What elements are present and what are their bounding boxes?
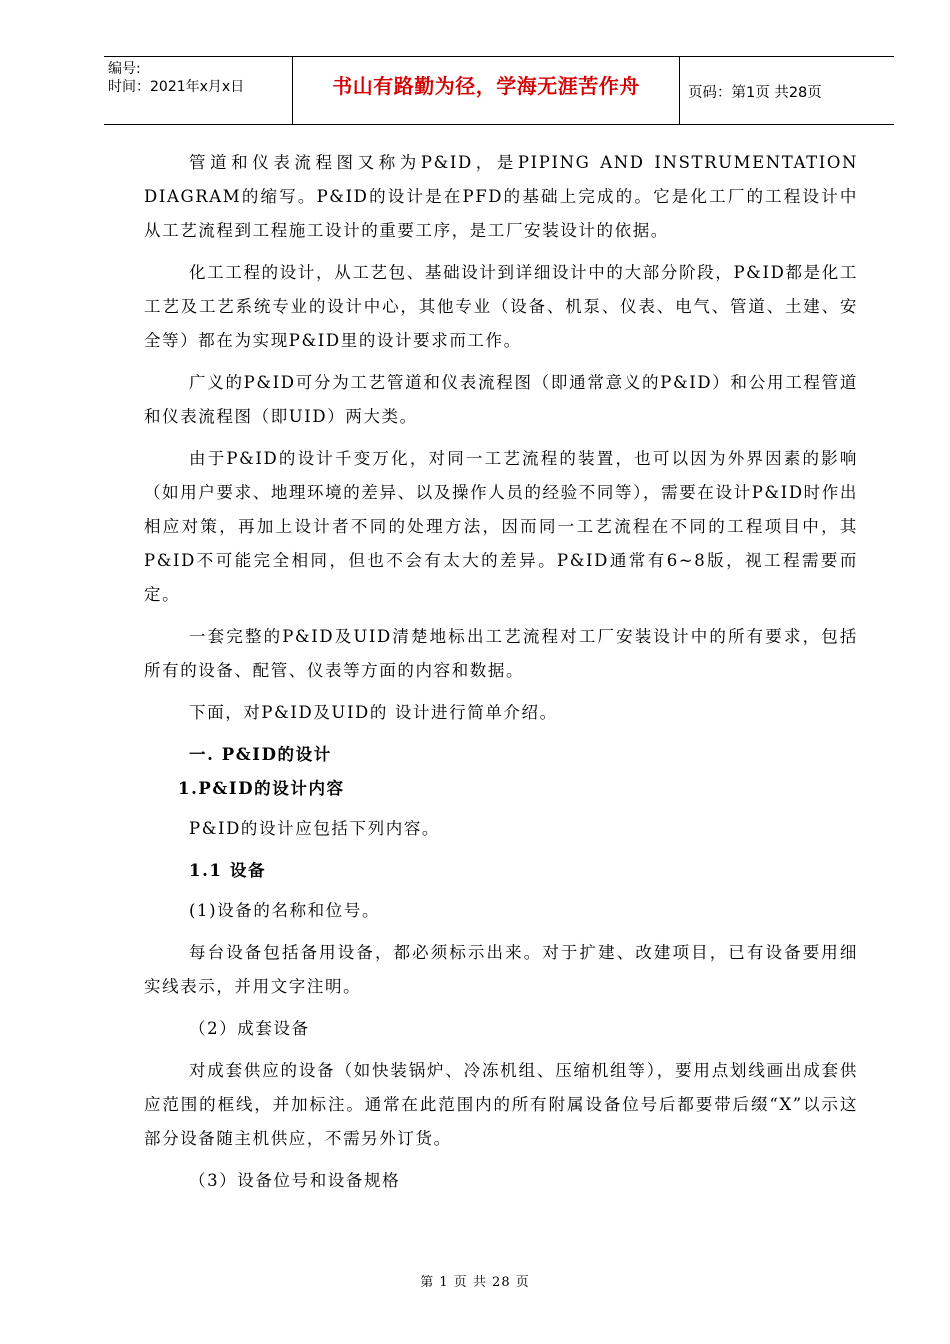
header-top-rule — [104, 56, 894, 57]
list-item-equipment-name: (1)设备的名称和位号。 — [189, 901, 381, 920]
document-number-label: 编号: — [108, 61, 141, 77]
paragraph-overview: 下面，对P&ID及UID的 设计进行简单介绍。 — [189, 703, 558, 722]
header-divider-left — [292, 57, 293, 124]
header-motto: 书山有路勤为径，学海无涯苦作舟 — [332, 74, 640, 98]
header-page-info: 页码：第1页 共28页 — [688, 85, 822, 101]
page-footer: 第 1 页 共 28 页 — [420, 1275, 530, 1290]
paragraph-intro: 管道和仪表流程图又称为P&ID，是PIPING AND INSTRUMENTATION DIAGRAM的缩写。P&ID的设计是在PFD的基础上完成的。它是化工厂的工程设计中从工艺流程到工程施工设计的重要工序，是工厂安装设计的依据。 — [144, 153, 858, 240]
subsection-heading-equipment: 1.1 设备 — [189, 861, 267, 880]
document-time-label: 时间：2021年x月x日 — [108, 79, 245, 95]
document-body — [144, 146, 858, 1206]
paragraph-design-stages: 化工工程的设计，从工艺包、基础设计到详细设计中的大部分阶段，P&ID都是化工工艺及工艺系统专业的设计中心，其他专业（设备、机泵、仪表、电气、管道、土建、安全等）都在为实现P&ID里的设计要求而工作。 — [144, 263, 858, 350]
paragraph-variations: 由于P&ID的设计千变万化，对同一工艺流程的装置，也可以因为外界因素的影响（如用户要求、地理环境的差异、以及操作人员的经验不同等），需要在设计P&ID时作出相应对策，再加上设计者不同的处理方法，因而同一工艺流程在不同的工程项目中，其P&ID不可能完全相同，但也不会有太大的差异。P&ID通常有6~8版，视工程需要而定。 — [144, 449, 858, 604]
paragraph-equipment-marking: 每台设备包括备用设备，都必须标示出来。对于扩建、改建项目，已有设备要用细实线表示，并用文字注明。 — [144, 943, 858, 996]
section-heading-1: 一. P&ID的设计 — [189, 745, 332, 764]
list-item-equipment-tag: （3）设备位号和设备规格 — [189, 1171, 401, 1190]
header-divider-right — [679, 57, 680, 124]
header-meta — [108, 60, 244, 96]
paragraph-package-equipment: 对成套供应的设备（如快装锅炉、冷冻机组、压缩机组等），要用点划线画出成套供应范围的框线，并加标注。通常在此范围内的所有附属设备位号后都要带后缀“X”以示这部分设备随主机供应，不需另外订货。 — [144, 1061, 858, 1148]
paragraph-categories: 广义的P&ID可分为工艺管道和仪表流程图（即通常意义的P&ID）和公用工程管道和仪表流程图（即UID）两大类。 — [144, 373, 858, 426]
subsection-heading-1-1: 1.P&ID的设计内容 — [178, 779, 345, 798]
list-item-package-equipment: （2）成套设备 — [189, 1019, 310, 1038]
paragraph-content-list: P&ID的设计应包括下列内容。 — [189, 819, 441, 838]
header-bottom-rule — [104, 124, 894, 125]
paragraph-requirements: 一套完整的P&ID及UID清楚地标出工艺流程对工厂安装设计中的所有要求，包括所有的设备、配管、仪表等方面的内容和数据。 — [144, 627, 858, 680]
